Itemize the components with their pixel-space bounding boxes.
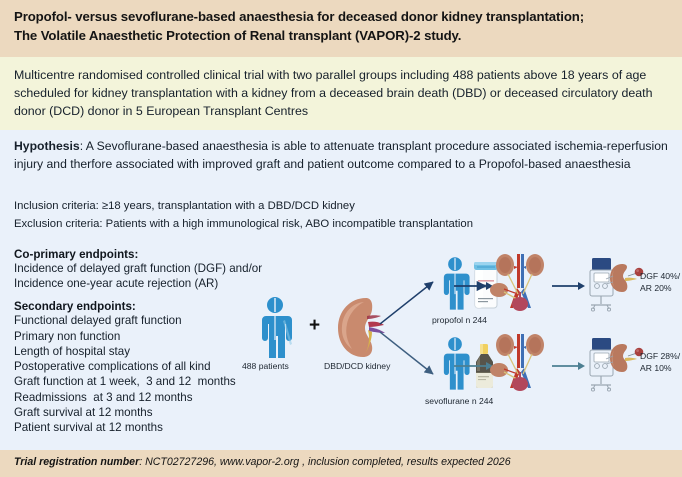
outcome-propofol-dgf: DGF 40%/: [640, 271, 681, 281]
list-item: Functional delayed graft function: [14, 314, 182, 328]
transplant-anatomy-icon-sevoflurane: [490, 332, 550, 398]
kidney-caption: DBD/DCD kidney: [324, 361, 391, 371]
study-design-text: Multicentre randomised controlled clinical trial with two parallel groups including 488 patients above 18 years of age scheduled for kidney transplantation with a kidney from a deceased brain death (DBD) or deceased circulatory death donor (DCD) donor in 5 European Transplant Centres: [14, 68, 653, 118]
study-design-band: [0, 57, 682, 130]
transplant-anatomy-icon-propofol: [490, 252, 550, 318]
propofol-arm-caption: propofol n 244: [432, 315, 487, 325]
hypothesis-label: Hypothesis: [14, 139, 80, 153]
arrow-to-sevoflurane-arm: [380, 332, 433, 374]
list-item: Graft survival at 12 months: [14, 405, 153, 419]
page-title-line2: The Volatile Anaesthetic Protection of Renal transplant (VAPOR)-2 study.: [14, 27, 462, 43]
trial-registration-label: Trial registration number: [14, 456, 140, 468]
dialysis-outcome-icon-sevoflurane: [582, 332, 644, 394]
arrow-propofol-to-anatomy: [454, 280, 494, 292]
coprimary-endpoints-heading: Co-primary endpoints:: [14, 248, 139, 261]
outcome-sevoflurane: [640, 350, 680, 374]
arrow-to-propofol-arm: [380, 282, 433, 324]
header-band: [0, 0, 682, 57]
plus-symbol: +: [309, 315, 321, 336]
exclusion-criteria: Exclusion criteria: Patients with a high immunological risk, ABO incompatible transplantation: [14, 217, 473, 230]
criteria-block: [14, 198, 614, 233]
outcome-propofol: [640, 270, 680, 294]
list-item: Graft function at 1 week, 3 and 12 months: [14, 375, 236, 389]
outcome-sevoflurane-ar: AR 10%: [640, 363, 672, 374]
list-item: Readmissions at 3 and 12 months: [14, 390, 193, 404]
trial-registration: [14, 456, 511, 468]
dialysis-outcome-icon-propofol: [582, 252, 644, 314]
secondary-endpoints-heading: Secondary endpoints:: [14, 300, 136, 314]
arrow-anatomy-to-outcome-propofol: [552, 280, 586, 292]
page-title: [14, 8, 664, 45]
hypothesis-block: [14, 138, 670, 174]
list-item: Incidence one-year acute rejection (AR): [14, 277, 219, 291]
sevoflurane-arm-caption: sevoflurane n 244: [425, 396, 494, 406]
list-item: Patient survival at 12 months: [14, 421, 163, 435]
hypothesis-body: : A Sevoflurane-based anaesthesia is able to attenuate transplant procedure associated ischemia-reperfusion injury and therfore associated with improved graft and patient outcome compared to a Propofol-based anaesthesia: [14, 139, 668, 171]
arrow-anatomy-to-outcome-sevoflurane: [552, 360, 586, 372]
list-item: Postoperative complications of all kind: [14, 360, 211, 374]
list-item: Incidence of delayed graft function (DGF) and/or: [14, 262, 263, 275]
list-item: Primary non function: [14, 329, 121, 343]
outcome-sevoflurane-dgf: DGF 28%/: [640, 351, 681, 361]
hypothesis-text: [14, 138, 670, 174]
arrow-sevoflurane-to-anatomy: [454, 360, 494, 372]
outcome-propofol-ar: AR 20%: [640, 283, 672, 294]
footer-band: [0, 450, 682, 477]
inclusion-criteria: Inclusion criteria: ≥18 years, transplantation with a DBD/DCD kidney: [14, 200, 355, 212]
list-item: Length of hospital stay: [14, 344, 131, 358]
person-icon: [254, 296, 296, 358]
page-title-line1: Propofol- versus sevoflurane-based anaesthesia for deceased donor kidney transplantation;: [14, 9, 585, 24]
trial-registration-value: : NCT02727296, www.vapor-2.org , inclusion completed, results expected 2026: [139, 456, 511, 468]
study-flow-diagram: [232, 248, 682, 443]
patient-group-icon: [254, 296, 296, 358]
patients-caption: 488 patients: [242, 361, 289, 371]
